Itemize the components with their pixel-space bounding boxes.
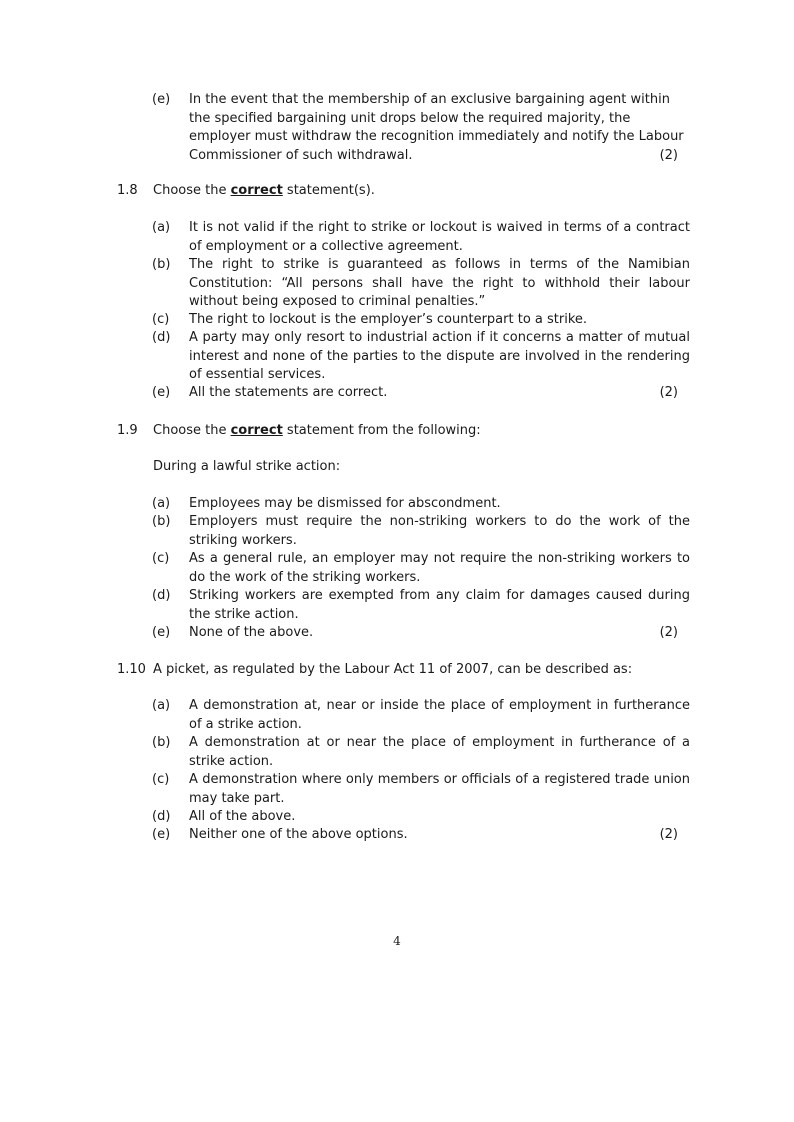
q1-8-option-e [152,384,690,403]
option-label: (d) [152,330,171,345]
option-text: Employers must require the non-striking workers to do the work of the striking workers. [189,514,690,548]
page-number: 4 [393,934,401,948]
option-text: The right to strike is guaranteed as follows in terms of the Namibian Constitution: “All persons shall have the right to withhold their labour without being exposed to criminal penalties.” [189,257,690,309]
option-label: (c) [152,551,170,566]
q1-8-option-b [152,256,690,312]
option-text: None of the above. [189,625,314,640]
option-text: As a general rule, an employer may not require the non-striking workers to do the work of the striking workers. [189,551,690,585]
emphasis-correct: correct [230,423,283,438]
stem-text: statement from the following: [282,423,481,438]
option-text: All the statements are correct. [189,385,388,400]
question-1-8-stem [117,182,697,201]
q1-7-option-e [152,91,690,165]
option-text: All of the above. [189,809,296,824]
q1-10-option-a [152,697,690,734]
option-label: (a) [152,698,171,713]
q1-8-option-c [152,311,690,330]
q1-9-option-a [152,495,690,514]
mark-allocation: (2) [659,625,678,640]
q1-9-option-e [152,624,690,643]
option-label: (e) [152,827,171,842]
option-text: A party may only resort to industrial action if it concerns a matter of mutual interest and none of the parties to the dispute are involved in the rendering of essential services. [189,330,690,382]
option-label: (b) [152,257,171,272]
option-label: (c) [152,772,170,787]
stem-text: A picket, as regulated by the Labour Act 11 of 2007, can be described as: [153,662,633,677]
mark-allocation: (2) [659,827,678,842]
option-label: (a) [152,496,171,511]
q1-10-option-d [152,808,690,827]
option-text: A demonstration where only members or officials of a registered trade union may take part. [189,772,690,806]
question-1-9-lead: During a lawful strike action: [153,459,341,474]
option-label: (e) [152,385,171,400]
q1-10-option-c [152,771,690,808]
option-text: The right to lockout is the employer’s counterpart to a strike. [189,312,588,327]
option-label: (a) [152,220,171,235]
option-label: (e) [152,92,171,107]
option-text: Striking workers are exempted from any claim for damages caused during the strike action. [189,588,690,622]
option-label: (d) [152,809,171,824]
option-text: A demonstration at, near or inside the place of employment in furtherance of a strike action. [189,698,690,732]
option-label: (b) [152,735,171,750]
q1-9-option-b [152,513,690,550]
option-text: It is not valid if the right to strike or lockout is waived in terms of a contract of employment or a collective agreement. [189,220,690,254]
option-label: (c) [152,312,170,327]
q1-9-option-d [152,587,690,624]
question-number: 1.8 [117,183,138,198]
question-number: 1.9 [117,423,138,438]
stem-text: Choose the [153,423,231,438]
option-label: (d) [152,588,171,603]
mark-allocation: (2) [659,385,678,400]
option-text: In the event that the membership of an exclusive bargaining agent within the specified bargaining unit drops below the required majority, the employer must withdraw the recognition immediately and notify the Labour Commissioner of such withdrawal. [189,92,684,163]
q1-8-option-d [152,329,690,385]
option-label: (e) [152,625,171,640]
option-text: A demonstration at or near the place of employment in furtherance of a strike action. [189,735,690,769]
q1-10-option-e [152,826,690,845]
q1-10-option-b [152,734,690,771]
option-text: Employees may be dismissed for abscondment. [189,496,501,511]
option-text: Neither one of the above options. [189,827,408,842]
mark-allocation: (2) [659,147,678,163]
emphasis-correct: correct [230,183,283,198]
question-number: 1.10 [117,662,146,677]
option-label: (b) [152,514,171,529]
q1-8-option-a [152,219,690,256]
stem-text: statement(s). [282,183,375,198]
question-1-10-stem [117,661,697,680]
stem-text: Choose the [153,183,231,198]
q1-9-option-c [152,550,690,587]
question-1-9-stem [117,422,697,441]
